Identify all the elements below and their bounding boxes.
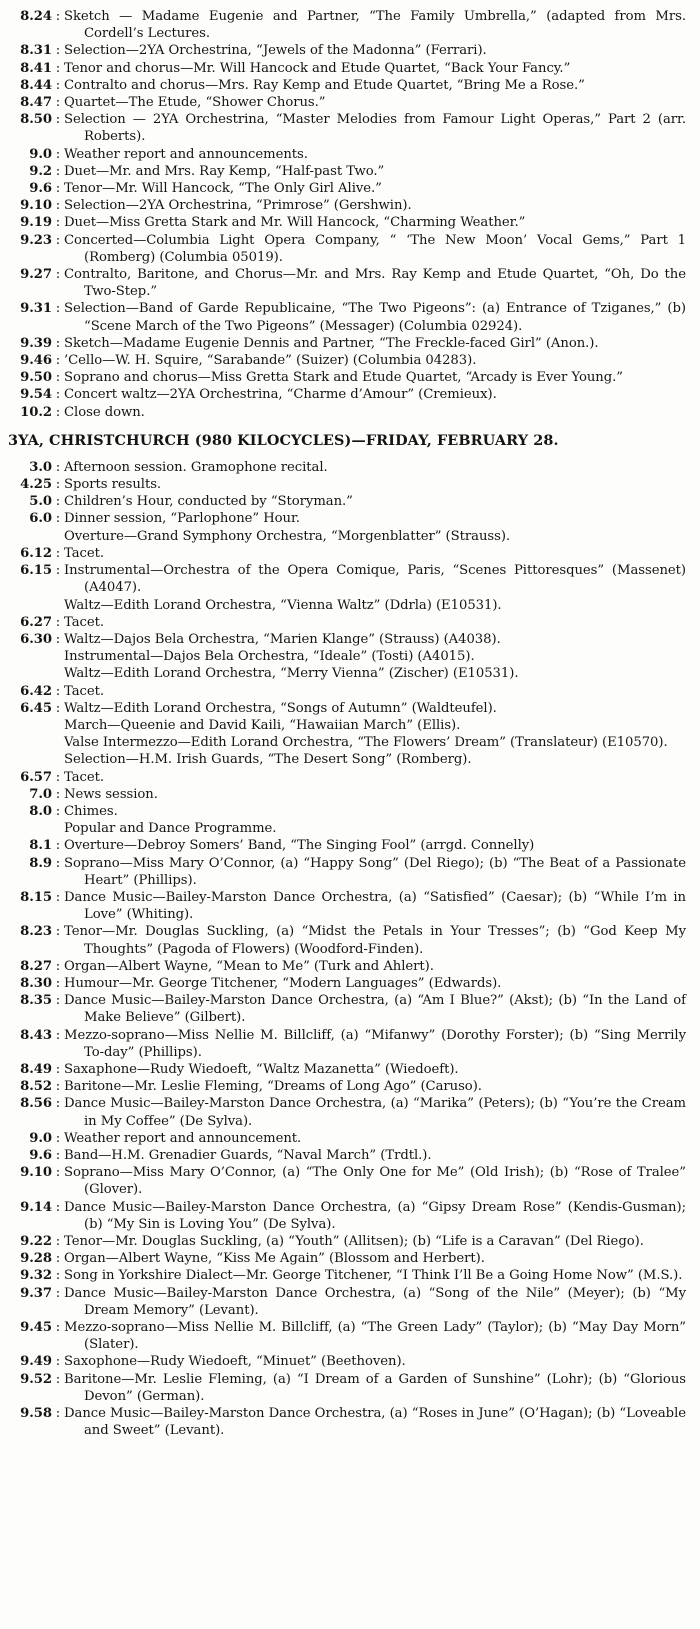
entry-time: 6.12 — [20, 545, 52, 561]
entry-separator: : — [55, 95, 61, 111]
programme-entry — [8, 769, 686, 786]
entry-time: 8.1 — [29, 838, 52, 854]
entry-time: 8.50 — [20, 112, 52, 128]
entry-separator: : — [55, 614, 61, 630]
entry-separator — [52, 648, 64, 665]
entry-description: Concerted—Columbia Light Opera Company, “ ‘The New Moon’ Vocal Gems,” Part 1 (Romberg) (Columbia 05019). — [64, 232, 686, 265]
entry-separator: : — [55, 146, 61, 162]
entry-description: Tenor and chorus—Mr. Will Hancock and Etude Quartet, “Back Your Fancy.” — [64, 60, 571, 76]
entry-separator: : — [55, 631, 61, 647]
programme-entry — [8, 1061, 686, 1078]
programme-entry — [8, 266, 686, 300]
entry-description: Tenor—Mr. Will Hancock, “The Only Girl Alive.” — [64, 181, 382, 197]
entry-description: Close down. — [64, 404, 145, 420]
station-heading: 3YA, CHRISTCHURCH (980 KILOCYCLES)—FRIDAY, FEBRUARY 28. — [8, 431, 559, 449]
entry-time: 9.39 — [20, 335, 52, 351]
entry-separator: : — [55, 404, 61, 420]
programme-entry — [8, 146, 686, 163]
entry-separator — [52, 597, 64, 614]
programme-entry — [8, 335, 686, 352]
entry-time: 8.30 — [20, 975, 52, 991]
programme-entry — [8, 683, 686, 700]
entry-description: Tenor—Mr. Douglas Suckling, (a) “Youth” (Allitsen); (b) “Life is a Caravan” (Del Riego). — [64, 1234, 644, 1250]
programme-entry — [8, 597, 686, 614]
entry-separator — [52, 665, 64, 682]
entry-description: Waltz—Edith Lorand Orchestra, “Merry Vienna” (Zischer) (E10531). — [64, 666, 519, 682]
programme-entry — [8, 94, 686, 111]
entry-description: Weather report and announcement. — [64, 1130, 302, 1146]
entry-time: 10.2 — [20, 404, 52, 420]
entry-time: 9.54 — [20, 387, 52, 403]
entry-time: 8.41 — [20, 60, 52, 76]
entry-time: 8.43 — [20, 1027, 52, 1043]
entry-separator — [52, 734, 64, 751]
entry-time: 9.28 — [20, 1251, 52, 1267]
entry-time: 9.2 — [29, 163, 52, 179]
entry-time: 9.58 — [20, 1406, 52, 1422]
entry-description: Tacet. — [64, 769, 105, 785]
entry-time: 9.10 — [20, 198, 52, 214]
entry-separator: : — [55, 494, 61, 510]
programme-entry — [8, 648, 686, 665]
entry-separator: : — [55, 1234, 61, 1250]
entry-description: Selection—Band of Garde Republicaine, “The Two Pigeons”: (a) Entrance of Tziganes,” (b) “Scene March of the Two Pigeons” (Messager) (Columbia 02924). — [64, 301, 686, 334]
entry-description: Sketch — Madame Eugenie and Partner, “The Family Umbrella,” (adapted from Mrs. Cordell’s Lectures. — [64, 9, 686, 42]
entry-separator — [52, 528, 64, 545]
entry-time: 3.0 — [29, 459, 52, 475]
programme-entry — [8, 386, 686, 403]
entry-description: Waltz—Edith Lorand Orchestra, “Songs of Autumn” (Waldteufel). — [64, 700, 497, 716]
entry-separator: : — [55, 267, 61, 283]
entry-separator: : — [55, 700, 61, 716]
entry-separator: : — [55, 1199, 61, 1215]
entry-description: Waltz—Edith Lorand Orchestra, “Vienna Waltz” (Ddrla) (E10531). — [64, 597, 502, 613]
programme-entry — [8, 855, 686, 889]
programme-entry — [8, 8, 686, 42]
entry-description: Dance Music—Bailey-Marston Dance Orchestra, (a) “Satisfied” (Caesar); (b) “While I’m in Love” (Whiting). — [64, 889, 686, 923]
entry-description: Tacet. — [64, 683, 105, 699]
entry-description: Dance Music—Bailey-Marston Dance Orchestra, (a) “Gipsy Dream Rose” (Kendis-Gusman); (b) “My Sin is Loving You” (De Sylva). — [64, 1199, 686, 1232]
entry-description: Tacet. — [64, 545, 105, 561]
programme-entry — [8, 1147, 686, 1164]
programme-section — [8, 432, 686, 1440]
entry-time: 6.45 — [20, 700, 52, 716]
programme-entry — [8, 837, 686, 854]
entry-separator — [52, 717, 64, 734]
programme-entry — [8, 923, 686, 957]
entry-description: Selection—2YA Orchestrina, “Primrose” (Gershwin). — [64, 198, 412, 214]
entry-time: 9.10 — [20, 1165, 52, 1181]
entry-description: Saxaphone—Rudy Wiedoeft, “Waltz Mazanetta” (Wiedoeft). — [64, 1061, 459, 1077]
programme-entry — [8, 1285, 686, 1319]
entry-time: 8.52 — [20, 1079, 52, 1095]
entry-description: Overture—Grand Symphony Orchestra, “Morgenblatter” (Strauss). — [64, 528, 511, 544]
entry-description: Dance Music—Bailey-Marston Dance Orchestra, (a) “Marika” (Peters); (b) “You’re the Cream in My Coffee” (De Sylva). — [64, 1096, 686, 1129]
entry-description: Saxophone—Rudy Wiedoeft, “Minuet” (Beethoven). — [64, 1354, 406, 1370]
entry-description: Tacet. — [64, 614, 105, 630]
entry-description: Quartet—The Etude, “Shower Chorus.” — [64, 95, 326, 111]
entry-separator: : — [55, 803, 61, 819]
entry-time: 6.42 — [20, 683, 52, 699]
entry-description: Organ—Albert Wayne, “Kiss Me Again” (Blossom and Herbert). — [64, 1251, 485, 1267]
entry-time: 8.35 — [20, 993, 52, 1009]
entry-separator: : — [55, 563, 61, 579]
entry-description: Humour—Mr. George Titchener, “Modern Languages” (Edwards). — [64, 975, 502, 991]
programme-entry — [8, 232, 686, 266]
entry-description: Waltz—Dajos Bela Orchestra, “Marien Klange” (Strauss) (A4038). — [64, 631, 501, 647]
entry-description: March—Queenie and David Kaili, “Hawaiian March” (Ellis). — [64, 717, 461, 733]
programme-entry — [8, 404, 686, 421]
entry-separator: : — [55, 112, 61, 128]
entry-separator: : — [55, 477, 61, 493]
programme-entry — [8, 700, 686, 717]
entry-description: Dance Music—Bailey-Marston Dance Orchestra, (a) “Song of the Nile” (Meyer); (b) “My Dream Memory” (Levant). — [64, 1285, 686, 1318]
programme-entry — [8, 1078, 686, 1095]
entry-time: 9.6 — [29, 1148, 52, 1163]
entry-description: Contralto and chorus—Mrs. Ray Kemp and Etude Quartet, “Bring Me a Rose.” — [64, 77, 585, 93]
entry-time: 7.0 — [29, 786, 52, 802]
entry-separator: : — [55, 60, 61, 76]
programme-entry — [8, 197, 686, 214]
programme-entry — [8, 1027, 686, 1061]
entry-separator: : — [55, 353, 61, 369]
entry-description: Baritone—Mr. Leslie Fleming, “Dreams of Long Ago” (Caruso). — [64, 1079, 482, 1095]
entry-description: Sports results. — [64, 477, 162, 493]
programme-entry — [8, 992, 686, 1026]
entry-separator: : — [55, 1371, 61, 1387]
entry-time — [8, 751, 52, 768]
entry-time: 6.0 — [29, 511, 52, 527]
entry-time: 8.27 — [20, 958, 52, 974]
entry-time: 8.0 — [29, 803, 52, 819]
entry-time: 4.25 — [20, 477, 52, 493]
programme-entry — [8, 476, 686, 493]
entry-description: Instrumental—Orchestra of the Opera Comique, Paris, “Scenes Pittoresques” (Massenet) (A4047). — [64, 563, 686, 596]
entry-separator: : — [55, 511, 61, 527]
entry-time — [8, 717, 52, 734]
entry-description: Song in Yorkshire Dialect—Mr. George Titchener, “I Think I’ll Be a Going Home Now” (M.S.). — [64, 1268, 683, 1284]
entry-separator: : — [55, 1096, 61, 1112]
entry-description: Baritone—Mr. Leslie Fleming, (a) “I Dream of a Garden of Sunshine” (Lohr); (b) “Glorious Devon” (German). — [64, 1371, 686, 1404]
entry-description: Weather report and announcements. — [64, 146, 308, 162]
programme-entry — [8, 180, 686, 197]
entry-time: 8.31 — [20, 43, 52, 59]
entry-separator: : — [55, 1320, 61, 1336]
programme-entry — [8, 1371, 686, 1405]
programme-entry — [8, 1164, 686, 1198]
entry-description: Valse Intermezzo—Edith Lorand Orchestra, “The Flowers’ Dream” (Translateur) (E10570). — [64, 735, 668, 751]
entry-description: Soprano—Miss Mary O’Connor, (a) “Happy Song” (Del Riego); (b) “The Beat of a Passionate Heart” (Phillips). — [64, 855, 686, 888]
entry-description: Afternoon session. Gramophone recital. — [64, 459, 328, 475]
programme-entry — [8, 352, 686, 369]
entry-description: Tenor—Mr. Douglas Suckling, (a) “Midst the Petals in Your Tresses”; (b) “God Keep My Thoughts” (Pagoda of Flowers) (Woodford-Finden). — [64, 924, 686, 957]
entry-time: 8.47 — [20, 95, 52, 111]
entry-time: 6.15 — [20, 563, 52, 579]
programme-entry — [8, 1267, 686, 1284]
entry-time: 8.15 — [20, 889, 52, 905]
entry-separator: : — [55, 1079, 61, 1095]
programme-entry — [8, 1353, 686, 1370]
entry-description: ’Cello—W. H. Squire, “Sarabande” (Suizer) (Columbia 04283). — [64, 353, 477, 369]
entry-time: 5.0 — [29, 494, 52, 510]
entry-separator: : — [55, 163, 61, 179]
entry-time: 9.31 — [20, 301, 52, 317]
programme-entry — [8, 42, 686, 59]
programme-entry — [8, 614, 686, 631]
entry-time: 9.0 — [29, 146, 52, 162]
programme-entry — [8, 528, 686, 545]
entry-description: Selection—H.M. Irish Guards, “The Desert Song” (Romberg). — [64, 752, 472, 768]
entry-description: Mezzo-soprano—Miss Nellie M. Billcliff, (a) “The Green Lady” (Taylor); (b) “May Day Morn” (Slater). — [64, 1320, 686, 1353]
programme-entry — [8, 1095, 686, 1129]
entry-description: Organ—Albert Wayne, “Mean to Me” (Turk and Ahlert). — [64, 958, 434, 974]
entry-separator: : — [55, 1406, 61, 1422]
entry-time — [8, 597, 52, 614]
entry-description: Contralto, Baritone, and Chorus—Mr. and Mrs. Ray Kemp and Etude Quartet, “Oh, Do the Two-Step.” — [64, 267, 686, 300]
programme-entry — [8, 60, 686, 77]
entry-description: Overture—Debroy Somers’ Band, “The Singing Fool” (arrgd. Connelly) — [64, 838, 535, 854]
entry-description: Selection — 2YA Orchestrina, “Master Melodies from Famour Light Operas,” Part 2 (arr. Roberts). — [64, 112, 686, 145]
programme-entry — [8, 717, 686, 734]
programme-entry — [8, 1233, 686, 1250]
entry-time: 9.22 — [20, 1234, 52, 1250]
entry-separator: : — [55, 1165, 61, 1181]
entry-separator: : — [55, 889, 61, 905]
entry-time: 9.32 — [20, 1268, 52, 1284]
entry-separator: : — [55, 1251, 61, 1267]
entry-description: Band—H.M. Grenadier Guards, “Naval March” (Trdtl.). — [64, 1148, 432, 1163]
entry-description: Duet—Miss Gretta Stark and Mr. Will Hancock, “Charming Weather.” — [64, 215, 526, 231]
entry-time: 9.27 — [20, 267, 52, 283]
entry-time: 8.49 — [20, 1061, 52, 1077]
programme-entry — [8, 820, 686, 837]
entry-time: 8.9 — [29, 855, 52, 871]
entry-description: Chimes. — [64, 803, 118, 819]
entry-time: 9.37 — [20, 1285, 52, 1301]
entry-separator: : — [55, 1027, 61, 1043]
entry-description: Popular and Dance Programme. — [64, 821, 277, 837]
programme-entry — [8, 111, 686, 145]
entry-time: 6.30 — [20, 631, 52, 647]
entry-separator: : — [55, 855, 61, 871]
programme-entry — [8, 889, 686, 923]
entry-separator: : — [55, 1148, 61, 1163]
entry-separator: : — [55, 181, 61, 197]
programme-entry — [8, 77, 686, 94]
programme-section — [8, 8, 686, 421]
entry-separator: : — [55, 1130, 61, 1146]
programme-entry — [8, 300, 686, 334]
programme-entry — [8, 665, 686, 682]
entry-separator — [52, 751, 64, 768]
entry-separator: : — [55, 335, 61, 351]
entry-description: Dance Music—Bailey-Marston Dance Orchestra, (a) “Roses in June” (O’Hagan); (b) “Loveable and Sweet” (Levant). — [64, 1406, 686, 1439]
entry-description: Dinner session, “Parlophone” Hour. — [64, 511, 300, 527]
entry-time: 8.23 — [20, 924, 52, 940]
programme-entry — [8, 459, 686, 476]
programme-entry — [8, 163, 686, 180]
entry-description: Selection—2YA Orchestrina, “Jewels of the Madonna” (Ferrari). — [64, 43, 487, 59]
programme-entry — [8, 369, 686, 386]
entry-description: Instrumental—Dajos Bela Orchestra, “Ideale” (Tosti) (A4015). — [64, 649, 475, 665]
entry-time: 8.56 — [20, 1096, 52, 1112]
entry-separator: : — [55, 9, 61, 24]
entry-separator: : — [55, 77, 61, 93]
entry-description: News session. — [64, 786, 158, 802]
entry-description: Soprano and chorus—Miss Gretta Stark and Etude Quartet, “Arcady is Ever Young.” — [64, 370, 623, 386]
programme-entry — [8, 562, 686, 596]
entry-time: 9.52 — [20, 1371, 52, 1387]
entry-separator: : — [55, 924, 61, 940]
entry-time: 9.46 — [20, 353, 52, 369]
entry-separator: : — [55, 459, 61, 475]
programme-entry — [8, 510, 686, 527]
entry-time — [8, 734, 52, 751]
entry-separator: : — [55, 1268, 61, 1284]
entry-separator: : — [55, 958, 61, 974]
entry-time: 6.27 — [20, 614, 52, 630]
entry-time: 8.44 — [20, 77, 52, 93]
entry-description: Concert waltz—2YA Orchestrina, “Charme d’Amour” (Cremieux). — [64, 387, 497, 403]
programme-sections — [8, 8, 686, 1439]
entry-separator: : — [55, 1061, 61, 1077]
programme-entry — [8, 1130, 686, 1147]
entry-separator: : — [55, 1354, 61, 1370]
entry-description: Mezzo-soprano—Miss Nellie M. Billcliff, (a) “Mifanwy” (Dorothy Forster); (b) “Sing Merrily To-day” (Phillips). — [64, 1027, 686, 1060]
entry-separator: : — [55, 786, 61, 802]
entry-description: Soprano—Miss Mary O’Connor, (a) “The Only One for Me” (Old Irish); (b) “Rose of Tralee” (Glover). — [64, 1165, 686, 1198]
programme-entry — [8, 958, 686, 975]
programme-entry — [8, 1250, 686, 1267]
programme-entry — [8, 545, 686, 562]
entry-time — [8, 665, 52, 682]
entry-time: 9.14 — [20, 1199, 52, 1215]
entry-separator: : — [55, 769, 61, 785]
entry-separator: : — [55, 301, 61, 317]
entry-separator: : — [55, 387, 61, 403]
entry-time: 9.23 — [20, 232, 52, 248]
entry-separator: : — [55, 683, 61, 699]
entry-time: 9.49 — [20, 1354, 52, 1370]
entry-separator — [52, 820, 64, 837]
programme-entry — [8, 1199, 686, 1233]
entry-time — [8, 820, 52, 837]
entry-separator: : — [55, 215, 61, 231]
programme-entry — [8, 975, 686, 992]
entry-separator: : — [55, 232, 61, 248]
entry-description: Duet—Mr. and Mrs. Ray Kemp, “Half-past Two.” — [64, 163, 385, 179]
entry-separator: : — [55, 993, 61, 1009]
programme-entry — [8, 786, 686, 803]
entry-description: Sketch—Madame Eugenie Dennis and Partner, “The Freckle-faced Girl” (Anon.). — [64, 335, 599, 351]
programme-entry — [8, 734, 686, 751]
programme-entry — [8, 803, 686, 820]
entry-separator: : — [55, 1285, 61, 1301]
entry-time: 9.0 — [29, 1130, 52, 1146]
entry-time: 6.57 — [20, 769, 52, 785]
programme-entry — [8, 751, 686, 768]
entry-separator: : — [55, 975, 61, 991]
entry-time: 8.24 — [20, 9, 52, 24]
entry-separator: : — [55, 545, 61, 561]
entry-time: 9.50 — [20, 370, 52, 386]
entry-time: 9.6 — [29, 181, 52, 197]
programme-entry — [8, 631, 686, 648]
programme-entry — [8, 1405, 686, 1439]
programme-entry — [8, 214, 686, 231]
entry-description: Dance Music—Bailey-Marston Dance Orchestra, (a) “Am I Blue?” (Akst); (b) “In the Land of Make Believe” (Gilbert). — [64, 993, 686, 1026]
programme-entry — [8, 493, 686, 510]
entry-time: 9.19 — [20, 215, 52, 231]
entry-separator: : — [55, 43, 61, 59]
entry-time: 9.45 — [20, 1320, 52, 1336]
entry-description: Children’s Hour, conducted by “Storyman.” — [64, 494, 353, 510]
entry-time — [8, 528, 52, 545]
programme-entry — [8, 1319, 686, 1353]
entry-separator: : — [55, 198, 61, 214]
entry-separator: : — [55, 370, 61, 386]
entry-separator: : — [55, 838, 61, 854]
entry-time — [8, 648, 52, 665]
